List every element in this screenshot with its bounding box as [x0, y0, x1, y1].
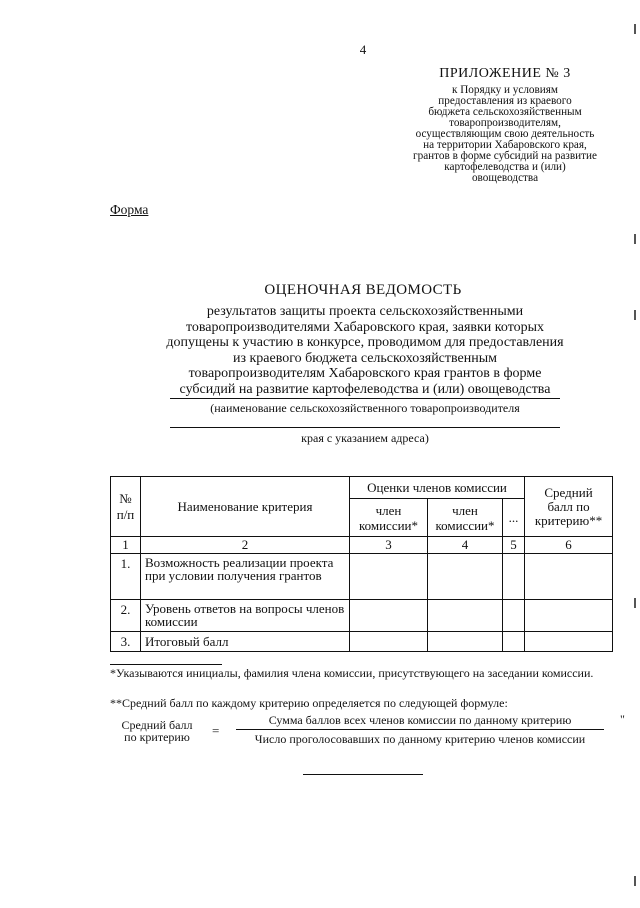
producer-address-line	[170, 427, 560, 428]
producer-name-line	[170, 398, 560, 399]
score-cell[interactable]	[428, 600, 503, 632]
appendix-line: к Порядку и условиям	[451, 84, 559, 96]
form-label: Форма	[110, 202, 149, 217]
header-average: Средний балл по критерию**	[525, 477, 613, 537]
scan-edge-mark	[634, 234, 636, 244]
producer-name-caption: (наименование сельскохозяйственного товаропроизводителя	[210, 401, 520, 415]
formula-label-top: Средний балл	[121, 718, 193, 732]
score-cell[interactable]	[350, 600, 428, 632]
document-subtitle	[165, 304, 565, 397]
average-cell[interactable]	[525, 632, 613, 652]
subtitle-line: товаропроизводителями Хабаровского края, заявки которых	[185, 319, 545, 335]
index-cell: 5	[503, 537, 525, 554]
subtitle-line: товаропроизводителям Хабаровского края грантов в форме	[188, 366, 542, 381]
score-cell[interactable]	[428, 632, 503, 652]
row-num: 1.	[111, 554, 141, 600]
header-ratings-group: Оценки членов комиссии	[350, 477, 525, 499]
subtitle-line: результатов защиты проекта сельскохозяйственными	[206, 304, 524, 319]
appendix-line: грантов в форме субсидий на развитие	[413, 150, 597, 162]
formula-label-bottom: по критерию	[124, 730, 190, 744]
header-member: член комиссии*	[350, 499, 428, 537]
formula-numerator: Сумма баллов всех членов комиссии по данному критерию	[268, 713, 572, 727]
bottom-separator	[303, 774, 423, 775]
row-criterion: Уровень ответов на вопросы членов комиссии	[141, 600, 350, 632]
subtitle-line: из краевого бюджета сельскохозяйственным	[232, 350, 498, 366]
score-cell[interactable]	[350, 632, 428, 652]
appendix-line: овощеводства	[471, 172, 539, 184]
appendix-line: предоставления из краевого	[438, 95, 572, 107]
subtitle-line: субсидий на развитие картофелеводства и (или) овощеводства	[179, 381, 551, 397]
header-member: член комиссии*	[428, 499, 503, 537]
document-title: ОЦЕНОЧНАЯ ВЕДОМОСТЬ	[264, 282, 462, 298]
appendix-text	[390, 85, 620, 184]
row-num: 3.	[111, 632, 141, 652]
index-cell: 3	[350, 537, 428, 554]
formula-denominator: Число проголосовавших по данному критерию членов комиссии	[254, 732, 586, 746]
footnote-member: *Указываются инициалы, фамилия члена комиссии, присутствующего на заседании комиссии.	[110, 666, 594, 680]
formula-closing-quote: "	[620, 712, 625, 726]
appendix-line: товаропроизводителям,	[449, 117, 561, 129]
appendix-line: картофелеводства и (или)	[444, 161, 566, 173]
header-criterion: Наименование критерия	[141, 477, 350, 537]
scan-edge-mark	[634, 876, 636, 886]
footnote-average: **Средний балл по каждому критерию определяется по следующей формуле:	[110, 696, 508, 710]
scan-edge-mark	[634, 24, 636, 34]
header-ellipsis: ...	[503, 499, 525, 537]
index-cell: 1	[111, 537, 141, 554]
score-cell[interactable]	[503, 554, 525, 600]
table-row	[111, 600, 613, 632]
appendix-header	[390, 66, 620, 184]
formula-fraction-bar	[236, 729, 604, 730]
row-criterion: Возможность реализации проекта при условии получения грантов	[141, 554, 350, 600]
appendix-line: бюджета сельскохозяйственным	[428, 106, 582, 118]
header-num: № п/п	[111, 477, 141, 537]
scan-edge-mark	[634, 598, 636, 608]
appendix-title: ПРИЛОЖЕНИЕ № 3	[439, 66, 571, 81]
page-number: 4	[359, 42, 367, 57]
score-cell[interactable]	[503, 632, 525, 652]
footnote-separator	[110, 664, 222, 665]
average-cell[interactable]	[525, 554, 613, 600]
appendix-line: осуществляющим свою деятельность	[415, 128, 595, 140]
formula-equals: =	[212, 723, 220, 738]
table-row	[111, 554, 613, 600]
row-criterion: Итоговый балл	[141, 632, 350, 652]
table-row	[111, 632, 613, 652]
score-cell[interactable]	[350, 554, 428, 600]
row-num: 2.	[111, 600, 141, 632]
score-cell[interactable]	[503, 600, 525, 632]
index-cell: 4	[428, 537, 503, 554]
appendix-line: на территории Хабаровского края,	[423, 139, 587, 151]
score-cell[interactable]	[428, 554, 503, 600]
subtitle-line: допущены к участию в конкурсе, проводимом для предоставления	[166, 335, 564, 350]
index-cell: 6	[525, 537, 613, 554]
index-cell: 2	[141, 537, 350, 554]
producer-address-caption: края с указанием адреса)	[301, 431, 429, 445]
average-cell[interactable]	[525, 600, 613, 632]
evaluation-table	[110, 476, 613, 652]
scan-edge-mark	[634, 310, 636, 320]
